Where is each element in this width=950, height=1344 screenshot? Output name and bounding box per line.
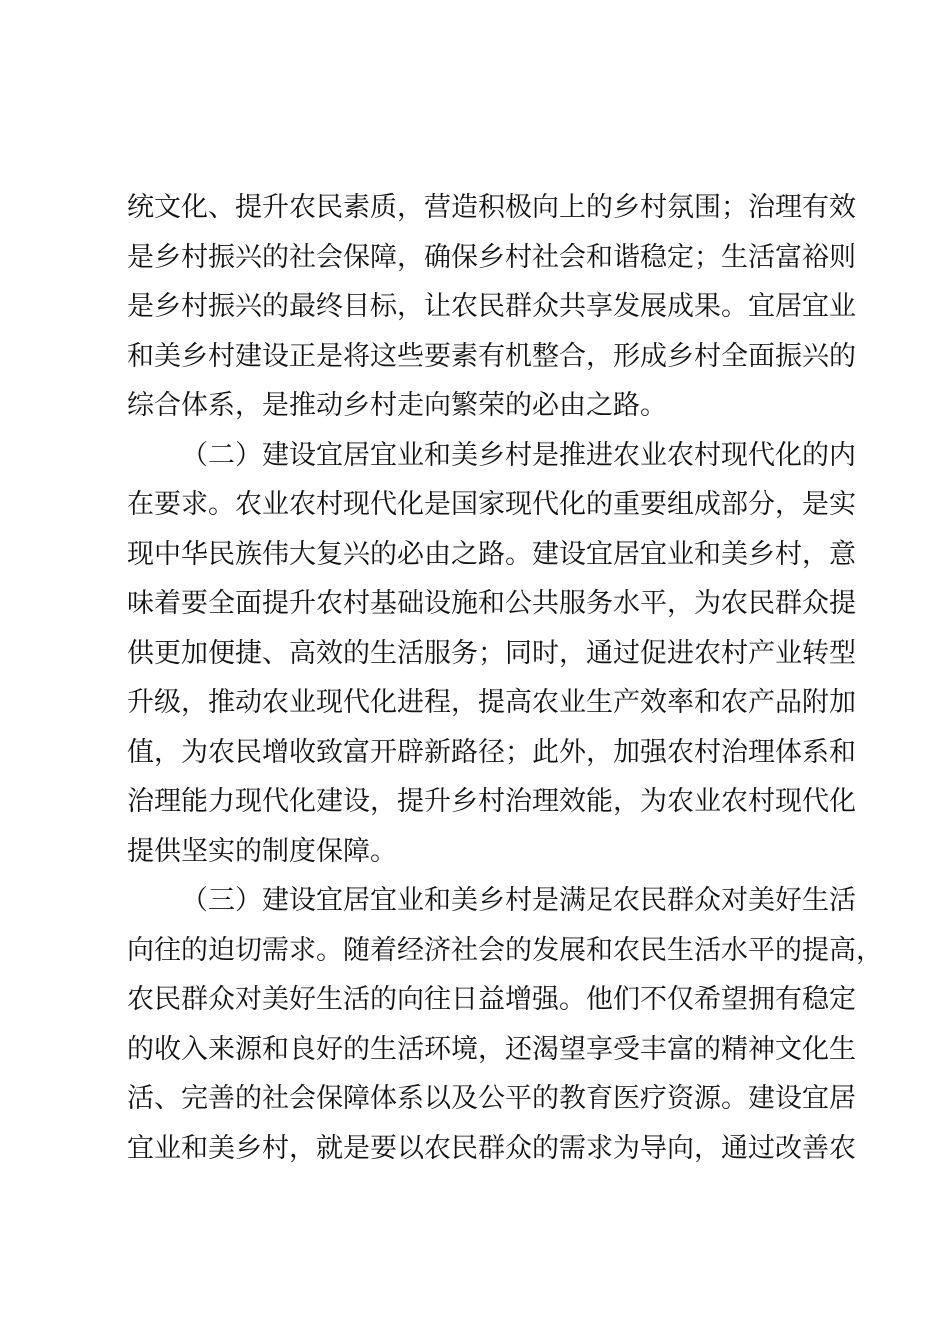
document-body <box>127 183 883 1173</box>
text-line: 和美乡村建设正是将这些要素有机整合，形成乡村全面振兴的 <box>127 340 856 372</box>
text-line: 农民群众对美好生活的向往日益增强。他们不仅希望拥有稳定 <box>127 984 856 1015</box>
text-line: 活、完善的社会保障体系以及公平的教育医疗资源。建设宜居 <box>127 1083 856 1114</box>
text-line: 现中华民族伟大复兴的必由之路。建设宜居宜业和美乡村，意 <box>127 538 856 570</box>
text-line: 统文化、提升农民素质，营造积极向上的乡村氛围；治理有效 <box>127 192 856 223</box>
text-line: 是乡村振兴的社会保障，确保乡村社会和谐稳定；生活富裕则 <box>127 241 856 273</box>
text-line: 味着要全面提升农村基础设施和公共服务水平，为农民群众提 <box>127 588 856 619</box>
text-line: 提供坚实的制度保障。 <box>127 835 397 867</box>
text-line: 治理能力现代化建设，提升乡村治理效能，为农业农村现代化 <box>127 786 856 817</box>
text-line: （二）建设宜居宜业和美乡村是推进农业农村现代化的内 <box>181 439 856 471</box>
paragraph-2 <box>127 431 856 877</box>
text-line: 在要求。农业农村现代化是国家现代化的重要组成部分，是实 <box>127 489 856 520</box>
text-line: （三）建设宜居宜业和美乡村是满足农民群众对美好生活 <box>181 885 856 916</box>
text-line: 值，为农民增收致富开辟新路径；此外，加强农村治理体系和 <box>127 736 856 768</box>
text-line: 向往的迫切需求。随着经济社会的发展和农民生活水平的提高， <box>127 934 883 966</box>
text-line: 供更加便捷、高效的生活服务；同时，通过促进农村产业转型 <box>127 637 856 669</box>
text-line: 宜业和美乡村，就是要以农民群众的需求为导向，通过改善农 <box>127 1132 856 1164</box>
text-line: 综合体系，是推动乡村走向繁荣的必由之路。 <box>127 390 667 421</box>
text-line: 是乡村振兴的最终目标，让农民群众共享发展成果。宜居宜业 <box>127 291 856 322</box>
paragraph-1 <box>127 183 856 431</box>
paragraph-3 <box>127 876 883 1173</box>
text-line: 的收入来源和良好的生活环境，还渴望享受丰富的精神文化生 <box>127 1033 856 1065</box>
text-line: 升级，推动农业现代化进程，提高农业生产效率和农产品附加 <box>127 687 856 718</box>
